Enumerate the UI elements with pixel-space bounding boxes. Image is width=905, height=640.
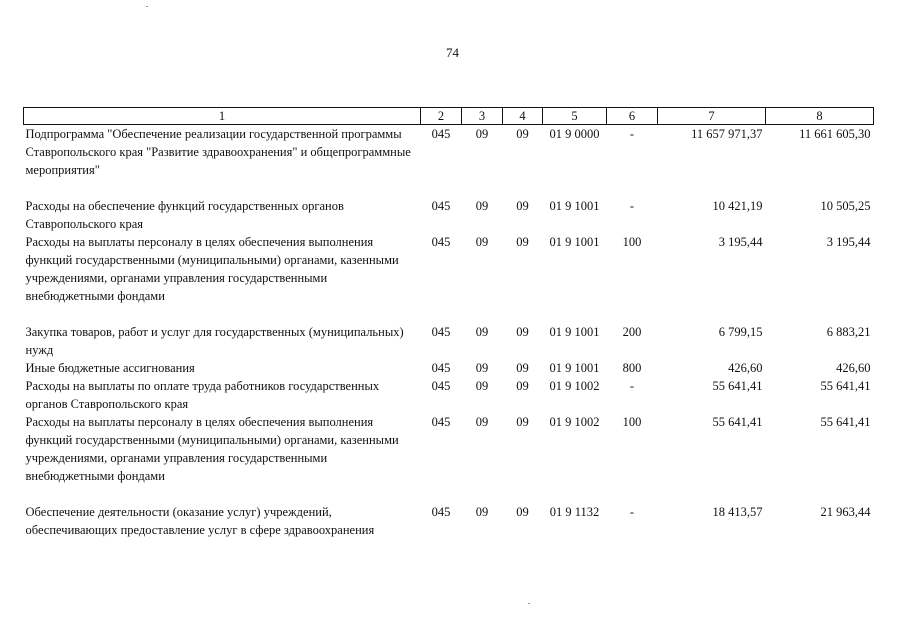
column-header: 5 — [543, 108, 607, 125]
cell-col6: - — [629, 505, 635, 519]
column-header: 8 — [766, 108, 874, 125]
budget-table — [23, 107, 874, 539]
cell-col4: 09 — [516, 361, 529, 375]
cell-col3: 09 — [475, 127, 489, 141]
cell-col8: 55 641,41 — [820, 415, 871, 429]
cell-col8: 21 963,44 — [820, 505, 871, 519]
table-row — [24, 197, 874, 233]
cell-col4: 09 — [516, 199, 529, 213]
table-row — [24, 413, 874, 503]
cell-col5: 01 9 1001 — [549, 325, 600, 339]
cell-col6: 100 — [622, 235, 642, 249]
table-row — [24, 503, 874, 539]
cell-col2: 045 — [431, 127, 451, 141]
column-header: 1 — [24, 108, 421, 125]
table-row — [24, 359, 874, 377]
cell-col7: 18 413,57 — [712, 505, 763, 519]
cell-col5: 01 9 1132 — [549, 505, 600, 519]
column-header: 7 — [658, 108, 766, 125]
row-name: Иные бюджетные ассигнования — [25, 361, 195, 375]
cell-col3: 09 — [475, 505, 489, 519]
row-name: Расходы на обеспечение функций государственных органов Ставропольского края — [25, 199, 344, 231]
row-name: Обеспечение деятельности (оказание услуг) учреждений, обеспечивающих предоставление услуг в сфере здравоохранения — [25, 505, 375, 537]
scan-speck — [528, 603, 530, 604]
cell-col3: 09 — [475, 199, 489, 213]
table-row — [24, 233, 874, 323]
cell-col7: 6 799,15 — [718, 325, 763, 339]
cell-col3: 09 — [475, 361, 489, 375]
cell-col7: 3 195,44 — [718, 235, 763, 249]
cell-col8: 6 883,21 — [826, 325, 871, 339]
cell-col7: 55 641,41 — [712, 379, 763, 393]
cell-col4: 09 — [516, 127, 529, 141]
cell-col2: 045 — [431, 361, 451, 375]
cell-col2: 045 — [431, 379, 451, 393]
cell-col7: 426,60 — [728, 361, 763, 375]
cell-col2: 045 — [431, 505, 451, 519]
cell-col4: 09 — [516, 235, 529, 249]
cell-col8: 3 195,44 — [826, 235, 871, 249]
cell-col8: 11 661 605,30 — [799, 127, 871, 141]
page-number: 74 — [446, 45, 459, 60]
cell-col3: 09 — [475, 379, 489, 393]
cell-col6: 800 — [622, 361, 642, 375]
cell-col8: 10 505,25 — [820, 199, 871, 213]
row-name: Закупка товаров, работ и услуг для государственных (муниципальных) нужд — [25, 325, 404, 357]
cell-col5: 01 9 0000 — [549, 127, 600, 141]
cell-col4: 09 — [516, 379, 529, 393]
cell-col2: 045 — [431, 199, 451, 213]
row-name: Подпрограмма "Обеспечение реализации государственной программы Ставропольского края "Развитие здравоохранения" и общепрограммные мероприятия" — [25, 127, 411, 177]
cell-col2: 045 — [431, 325, 451, 339]
cell-col4: 09 — [516, 505, 529, 519]
cell-col5: 01 9 1002 — [549, 379, 600, 393]
column-header: 4 — [503, 108, 543, 125]
cell-col5: 01 9 1002 — [549, 415, 600, 429]
table-row — [24, 377, 874, 413]
column-number-header — [24, 108, 874, 125]
cell-col4: 09 — [516, 415, 529, 429]
row-name: Расходы на выплаты персоналу в целях обеспечения выполнения функций государственными (муниципальными) органами, казенными учреждениями, органами управления государственными внебюджетными фондами — [25, 235, 399, 303]
cell-col7: 55 641,41 — [712, 415, 763, 429]
cell-col6: 200 — [622, 325, 642, 339]
scan-speck — [146, 6, 148, 7]
cell-col2: 045 — [431, 415, 451, 429]
cell-col7: 11 657 971,37 — [691, 127, 763, 141]
cell-col8: 55 641,41 — [820, 379, 871, 393]
cell-col6: - — [629, 379, 635, 393]
table-row — [24, 323, 874, 359]
column-header: 2 — [421, 108, 462, 125]
cell-col6: - — [629, 199, 635, 213]
cell-col3: 09 — [475, 235, 489, 249]
row-name: Расходы на выплаты по оплате труда работников государственных органов Ставропольского края — [25, 379, 380, 411]
cell-col2: 045 — [431, 235, 451, 249]
cell-col5: 01 9 1001 — [549, 361, 600, 375]
row-name: Расходы на выплаты персоналу в целях обеспечения выполнения функций государственными (муниципальными) органами, казенными учреждениями, органами управления государственными внебюджетными фондами — [25, 415, 399, 483]
cell-col3: 09 — [475, 415, 489, 429]
cell-col5: 01 9 1001 — [549, 199, 600, 213]
table-row — [24, 125, 874, 198]
cell-col6: 100 — [622, 415, 642, 429]
cell-col8: 426,60 — [836, 361, 871, 375]
cell-col4: 09 — [516, 325, 529, 339]
cell-col7: 10 421,19 — [712, 199, 763, 213]
column-header: 6 — [607, 108, 658, 125]
column-header: 3 — [462, 108, 503, 125]
cell-col5: 01 9 1001 — [549, 235, 600, 249]
cell-col6: - — [629, 127, 635, 141]
cell-col3: 09 — [475, 325, 489, 339]
